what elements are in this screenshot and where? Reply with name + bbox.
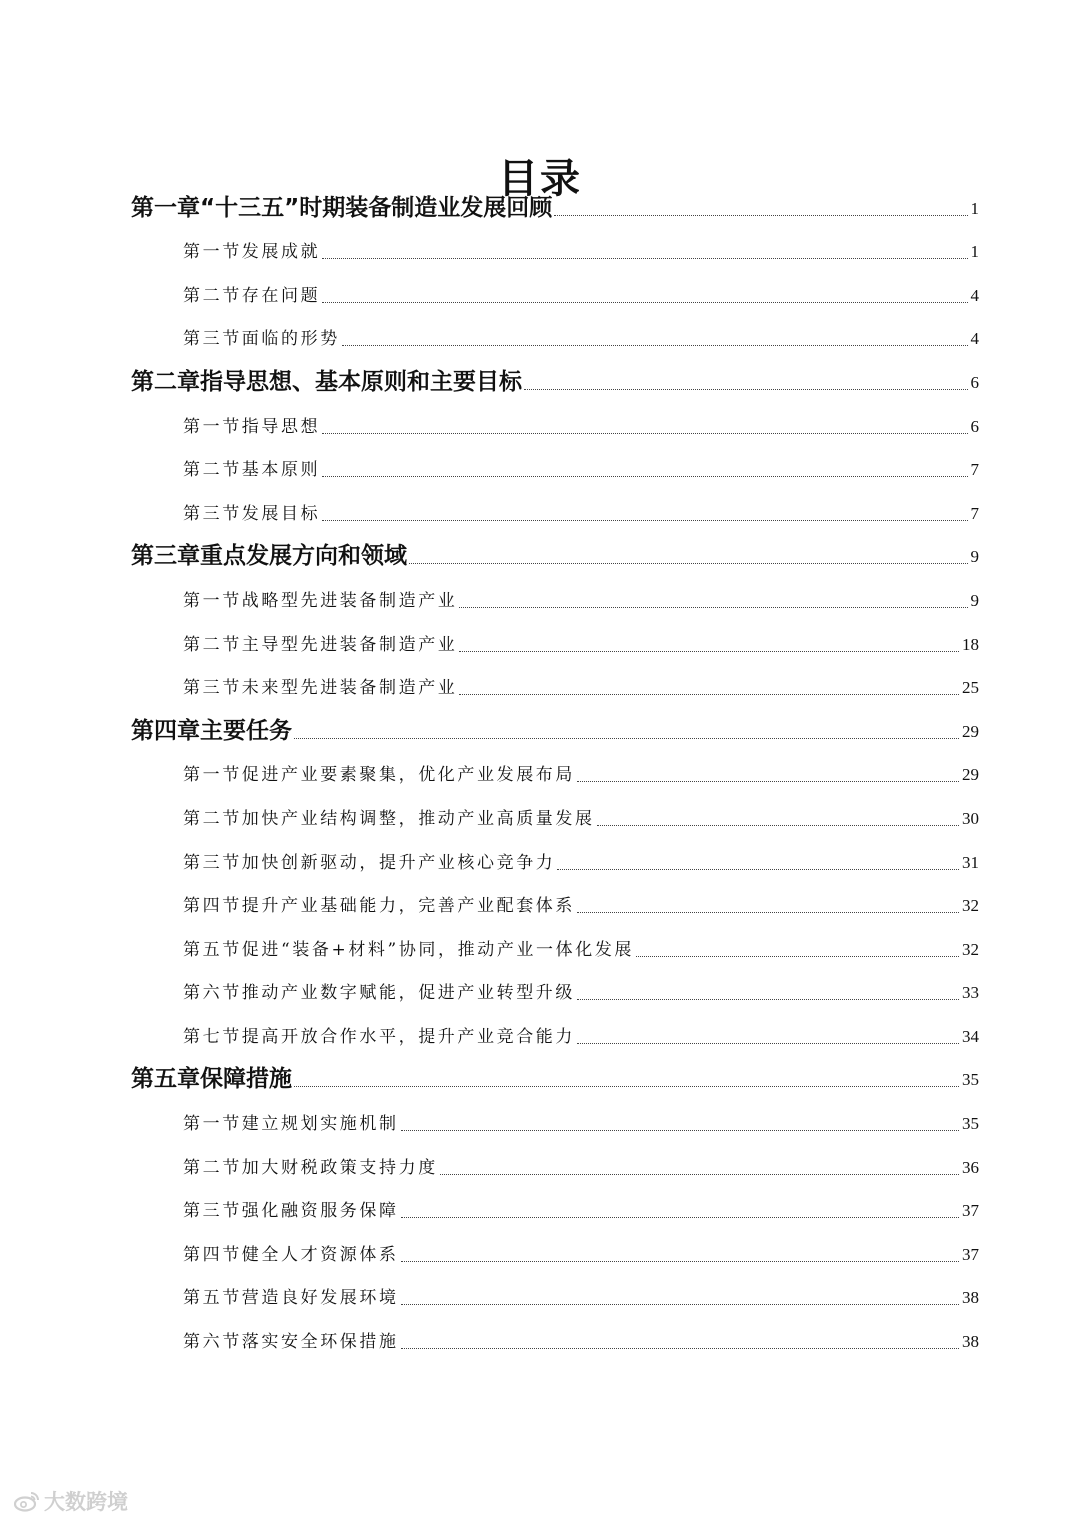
toc-page-number: 6 <box>970 416 979 436</box>
dot-leader <box>401 1304 959 1305</box>
toc-section[interactable] <box>131 922 979 966</box>
toc-entry-title: 第六节落实安全环保措施 <box>183 1332 399 1353</box>
toc-section[interactable] <box>131 443 979 487</box>
toc-section[interactable] <box>131 1096 979 1140</box>
toc-entry-title: 第二节存在问题 <box>183 285 321 306</box>
dot-leader <box>577 912 959 913</box>
dot-leader <box>401 1217 959 1218</box>
toc-page-number: 30 <box>962 808 979 828</box>
toc-chapter[interactable] <box>131 1053 979 1097</box>
toc-entry-title: 第三节发展目标 <box>183 503 321 524</box>
toc-page-number: 32 <box>962 939 979 959</box>
dot-leader <box>577 1043 959 1044</box>
page-title: 目录 <box>498 155 582 202</box>
toc-entry-title: 第三节加快创新驱动，提升产业核心竞争力 <box>183 852 556 873</box>
toc-entry-title: 第二节加快产业结构调整，推动产业高质量发展 <box>183 808 595 829</box>
toc-entry-title: 第三章重点发展方向和领域 <box>131 543 407 570</box>
toc-page-number: 37 <box>962 1201 979 1221</box>
toc-section[interactable] <box>131 617 979 661</box>
toc-chapter[interactable] <box>131 355 979 399</box>
toc-section[interactable] <box>131 835 979 879</box>
dot-leader <box>577 781 959 782</box>
toc-entry-title: 第一节战略型先进装备制造产业 <box>183 590 458 611</box>
toc-section[interactable] <box>131 1271 979 1315</box>
dot-leader <box>409 563 968 564</box>
toc-entry-title: 第三节强化融资服务保障 <box>183 1201 399 1222</box>
toc-section[interactable] <box>131 312 979 356</box>
toc-entry-title: 第一节促进产业要素聚集，优化产业发展布局 <box>183 765 575 786</box>
dot-leader <box>342 345 968 346</box>
dot-leader <box>524 389 968 390</box>
toc-section[interactable] <box>131 1227 979 1271</box>
toc-entry-title: 第一章“十三五”时期装备制造业发展回顾 <box>131 194 553 221</box>
toc-entry-title: 第二节主导型先进装备制造产业 <box>183 634 458 655</box>
toc-entry-title: 第一节建立规划实施机制 <box>183 1114 399 1135</box>
toc-section[interactable] <box>131 879 979 923</box>
dot-leader <box>401 1348 959 1349</box>
toc-page-number: 29 <box>962 765 979 785</box>
dot-leader <box>294 738 959 739</box>
toc-page-number: 4 <box>970 329 979 349</box>
dot-leader <box>597 825 959 826</box>
dot-leader <box>401 1130 959 1131</box>
toc-entry-title: 第四节健全人才资源体系 <box>183 1244 399 1265</box>
dot-leader <box>440 1174 959 1175</box>
toc-page-number: 33 <box>962 983 979 1003</box>
toc-page-number: 36 <box>962 1157 979 1177</box>
toc-section[interactable] <box>131 966 979 1010</box>
toc-section[interactable] <box>131 791 979 835</box>
table-of-contents <box>131 181 979 1358</box>
toc-entry-title: 第五章保障措施 <box>131 1066 292 1093</box>
toc-chapter[interactable] <box>131 704 979 748</box>
toc-page-number: 35 <box>962 1070 979 1090</box>
toc-chapter[interactable] <box>131 181 979 225</box>
toc-entry-title: 第一节指导思想 <box>183 416 321 437</box>
dot-leader <box>459 694 959 695</box>
toc-page-number: 4 <box>970 285 979 305</box>
toc-section[interactable] <box>131 748 979 792</box>
toc-section[interactable] <box>131 268 979 312</box>
toc-page-number: 18 <box>962 634 979 654</box>
toc-entry-title: 第二节加大财税政策支持力度 <box>183 1157 438 1178</box>
toc-section[interactable] <box>131 1184 979 1228</box>
toc-section[interactable] <box>131 486 979 530</box>
dot-leader <box>322 258 967 259</box>
toc-page-number: 37 <box>962 1244 979 1264</box>
dot-leader <box>554 215 967 216</box>
toc-entry-title: 第三节未来型先进装备制造产业 <box>183 678 458 699</box>
toc-section[interactable] <box>131 1009 979 1053</box>
toc-chapter[interactable] <box>131 530 979 574</box>
toc-section[interactable] <box>131 1314 979 1358</box>
toc-page-number: 34 <box>962 1026 979 1046</box>
toc-section[interactable] <box>131 573 979 617</box>
toc-entry-title: 第五节促进“装备+材料”协同，推动产业一体化发展 <box>183 939 635 960</box>
watermark-text: 大数跨境 <box>44 1490 128 1514</box>
toc-entry-title: 第四章主要任务 <box>131 717 292 744</box>
toc-section[interactable] <box>131 399 979 443</box>
toc-entry-title: 第七节提高开放合作水平，提升产业竞合能力 <box>183 1026 575 1047</box>
toc-section[interactable] <box>131 225 979 269</box>
toc-page-number: 6 <box>970 372 979 392</box>
dot-leader <box>459 607 967 608</box>
dot-leader <box>557 869 959 870</box>
toc-page-number: 25 <box>962 678 979 698</box>
dot-leader <box>401 1261 959 1262</box>
toc-page-number: 1 <box>970 198 979 218</box>
toc-entry-title: 第六节推动产业数字赋能，促进产业转型升级 <box>183 983 575 1004</box>
toc-section[interactable] <box>131 661 979 705</box>
toc-page-number: 7 <box>970 503 979 523</box>
toc-page-number: 29 <box>962 721 979 741</box>
dot-leader <box>322 476 967 477</box>
dot-leader <box>322 302 967 303</box>
dot-leader <box>322 433 967 434</box>
toc-entry-title: 第二章指导思想、基本原则和主要目标 <box>131 368 522 395</box>
toc-entry-title: 第五节营造良好发展环境 <box>183 1288 399 1309</box>
toc-entry-title: 第一节发展成就 <box>183 242 321 263</box>
toc-entry-title: 第四节提升产业基础能力，完善产业配套体系 <box>183 896 575 917</box>
toc-page-number: 31 <box>962 852 979 872</box>
toc-entry-title: 第二节基本原则 <box>183 460 321 481</box>
toc-page-number: 35 <box>962 1114 979 1134</box>
toc-section[interactable] <box>131 1140 979 1184</box>
toc-page-number: 38 <box>962 1332 979 1352</box>
watermark <box>14 1486 128 1516</box>
weibo-logo-icon <box>14 1490 40 1512</box>
toc-entry-title: 第三节面临的形势 <box>183 329 340 350</box>
dot-leader <box>636 956 959 957</box>
toc-page-number: 38 <box>962 1288 979 1308</box>
toc-page-number: 9 <box>970 590 979 610</box>
dot-leader <box>459 651 959 652</box>
toc-page-number: 1 <box>970 242 979 262</box>
toc-page-number: 9 <box>970 547 979 567</box>
dot-leader <box>294 1086 959 1087</box>
dot-leader <box>577 999 959 1000</box>
dot-leader <box>322 520 967 521</box>
toc-page-number: 7 <box>970 460 979 480</box>
toc-page-number: 32 <box>962 896 979 916</box>
